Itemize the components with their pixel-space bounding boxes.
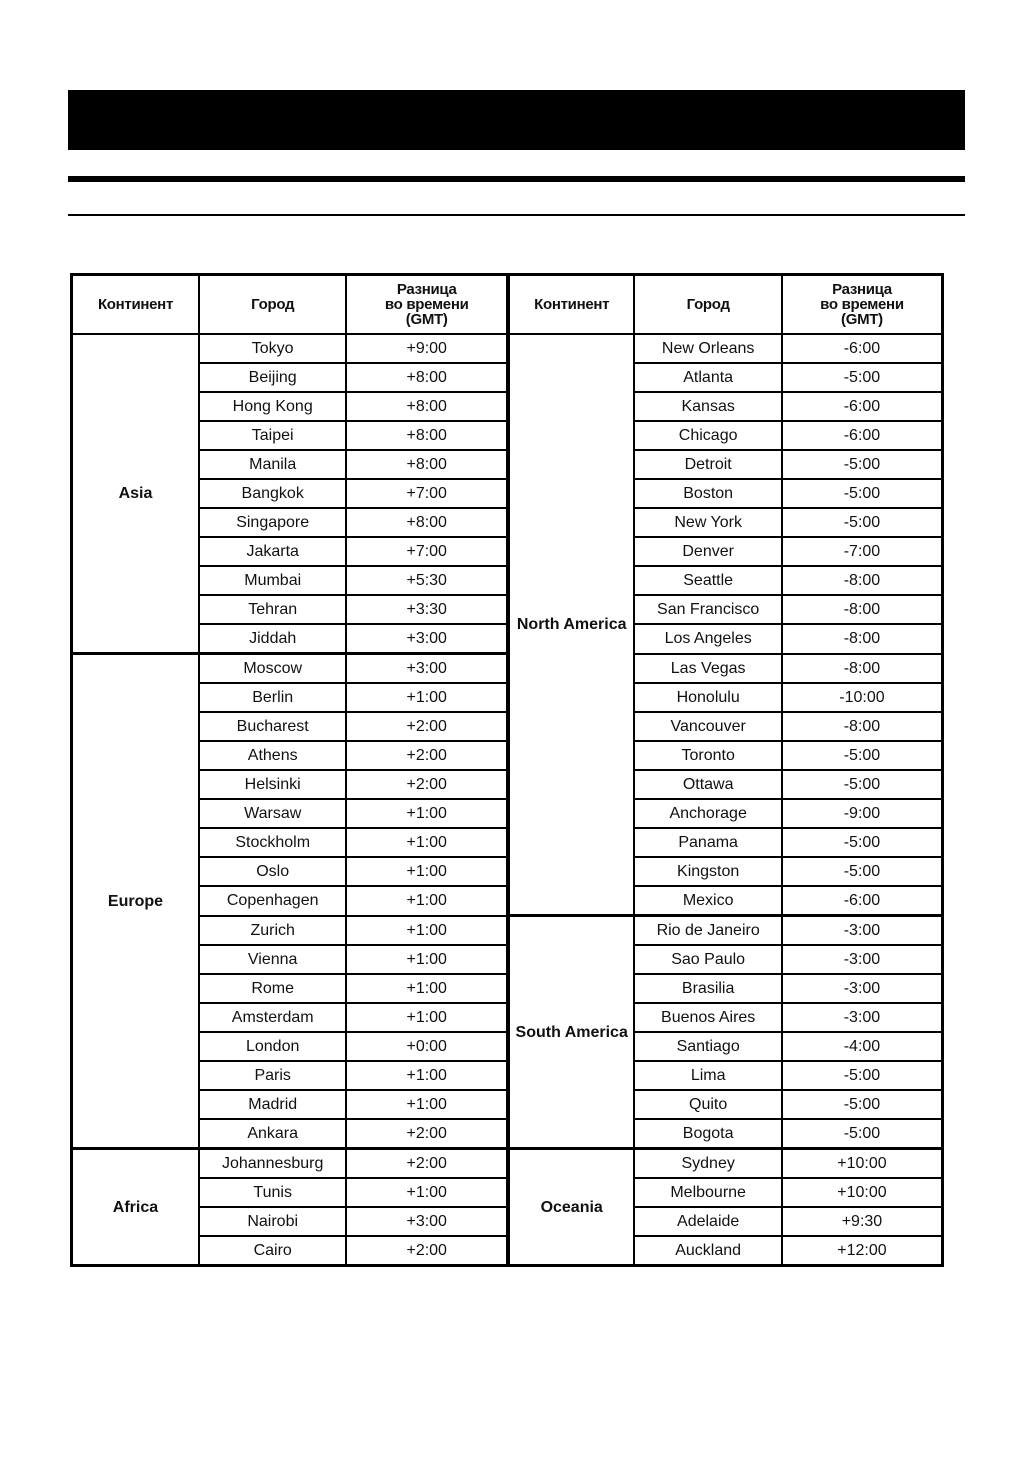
- city-cell: Sao Paulo: [634, 945, 782, 974]
- gmt-offset-cell: +8:00: [346, 363, 508, 392]
- gmt-offset-cell: +3:00: [346, 624, 508, 654]
- city-cell: Bogota: [634, 1119, 782, 1149]
- city-cell: Los Angeles: [634, 624, 782, 654]
- gmt-offset-cell: +5:30: [346, 566, 508, 595]
- table-row: [72, 450, 943, 479]
- table-row: [72, 479, 943, 508]
- city-cell: Panama: [634, 828, 782, 857]
- gmt-offset-cell: -5:00: [782, 1119, 943, 1149]
- header-diff-line3: (GMT): [841, 311, 883, 328]
- city-cell: Singapore: [199, 508, 347, 537]
- city-cell: Quito: [634, 1090, 782, 1119]
- gmt-offset-cell: -5:00: [782, 479, 943, 508]
- city-cell: Athens: [199, 741, 347, 770]
- table-row: [72, 624, 943, 654]
- gmt-offset-cell: +1:00: [346, 799, 508, 828]
- continent-cell: South America: [508, 916, 634, 1149]
- continent-cell: Asia: [72, 334, 199, 654]
- city-cell: Denver: [634, 537, 782, 566]
- table-row: [72, 974, 943, 1003]
- table-row: [72, 508, 943, 537]
- gmt-offset-cell: +10:00: [782, 1178, 943, 1207]
- table-row: [72, 1090, 943, 1119]
- gmt-offset-cell: +1:00: [346, 945, 508, 974]
- gmt-offset-cell: -5:00: [782, 508, 943, 537]
- gmt-offset-cell: -3:00: [782, 1003, 943, 1032]
- gmt-offset-cell: +8:00: [346, 392, 508, 421]
- gmt-offset-cell: +3:00: [346, 1207, 508, 1236]
- table-row: [72, 421, 943, 450]
- gmt-offset-cell: -8:00: [782, 624, 943, 654]
- header-continent-right: Континент: [508, 275, 634, 335]
- city-cell: New York: [634, 508, 782, 537]
- gmt-offset-cell: +2:00: [346, 1119, 508, 1149]
- gmt-offset-cell: -3:00: [782, 974, 943, 1003]
- city-cell: Las Vegas: [634, 654, 782, 684]
- header-time-diff-right: [782, 275, 943, 335]
- gmt-offset-cell: +1:00: [346, 916, 508, 946]
- table-row: [72, 916, 943, 946]
- gmt-offset-cell: +7:00: [346, 479, 508, 508]
- city-cell: Mexico: [634, 886, 782, 916]
- city-cell: Adelaide: [634, 1207, 782, 1236]
- thick-rule: [68, 176, 965, 182]
- gmt-offset-cell: -9:00: [782, 799, 943, 828]
- city-cell: Tokyo: [199, 334, 347, 363]
- table-row: [72, 1149, 943, 1179]
- table-row: [72, 857, 943, 886]
- table-row: [72, 1119, 943, 1149]
- gmt-offset-cell: +8:00: [346, 450, 508, 479]
- table-row: [72, 828, 943, 857]
- table-row: [72, 363, 943, 392]
- gmt-offset-cell: +2:00: [346, 770, 508, 799]
- gmt-offset-cell: +2:00: [346, 1236, 508, 1266]
- table-row: [72, 886, 943, 916]
- city-cell: Ankara: [199, 1119, 347, 1149]
- world-time-table: [70, 273, 944, 1267]
- gmt-offset-cell: +3:30: [346, 595, 508, 624]
- city-cell: Kansas: [634, 392, 782, 421]
- city-cell: London: [199, 1032, 347, 1061]
- header-diff-line1: Разница: [396, 281, 457, 298]
- gmt-offset-cell: +1:00: [346, 1178, 508, 1207]
- city-cell: Brasilia: [634, 974, 782, 1003]
- header-diff-line2: во времени: [820, 296, 904, 313]
- gmt-offset-cell: -3:00: [782, 916, 943, 946]
- header-city-left: Город: [199, 275, 347, 335]
- gmt-offset-cell: -8:00: [782, 712, 943, 741]
- city-cell: Auckland: [634, 1236, 782, 1266]
- table-header-row: [72, 275, 943, 335]
- gmt-offset-cell: -6:00: [782, 392, 943, 421]
- gmt-offset-cell: +8:00: [346, 421, 508, 450]
- city-cell: Vancouver: [634, 712, 782, 741]
- city-cell: Paris: [199, 1061, 347, 1090]
- table-row: [72, 334, 943, 363]
- gmt-offset-cell: -5:00: [782, 363, 943, 392]
- thin-rule: [68, 214, 965, 216]
- city-cell: Madrid: [199, 1090, 347, 1119]
- city-cell: Amsterdam: [199, 1003, 347, 1032]
- continent-cell: Oceania: [508, 1149, 634, 1266]
- city-cell: Chicago: [634, 421, 782, 450]
- table-row: [72, 683, 943, 712]
- table-row: [72, 1032, 943, 1061]
- gmt-offset-cell: -10:00: [782, 683, 943, 712]
- city-cell: Copenhagen: [199, 886, 347, 916]
- table-row: [72, 537, 943, 566]
- gmt-offset-cell: +10:00: [782, 1149, 943, 1179]
- city-cell: New Orleans: [634, 334, 782, 363]
- gmt-offset-cell: -8:00: [782, 654, 943, 684]
- city-cell: Stockholm: [199, 828, 347, 857]
- city-cell: Johannesburg: [199, 1149, 347, 1179]
- gmt-offset-cell: +1:00: [346, 1090, 508, 1119]
- header-city-right: Город: [634, 275, 782, 335]
- gmt-offset-cell: +1:00: [346, 1061, 508, 1090]
- city-cell: Bucharest: [199, 712, 347, 741]
- city-cell: Zurich: [199, 916, 347, 946]
- gmt-offset-cell: +1:00: [346, 828, 508, 857]
- header-time-diff-left: [346, 275, 508, 335]
- header-diff-line1: Разница: [832, 281, 892, 298]
- table-row: [72, 799, 943, 828]
- city-cell: Moscow: [199, 654, 347, 684]
- city-cell: Tehran: [199, 595, 347, 624]
- city-cell: Jiddah: [199, 624, 347, 654]
- city-cell: Lima: [634, 1061, 782, 1090]
- city-cell: Oslo: [199, 857, 347, 886]
- gmt-offset-cell: -4:00: [782, 1032, 943, 1061]
- city-cell: Cairo: [199, 1236, 347, 1266]
- gmt-offset-cell: +2:00: [346, 1149, 508, 1179]
- table-row: [72, 1207, 943, 1236]
- city-cell: Vienna: [199, 945, 347, 974]
- city-cell: Warsaw: [199, 799, 347, 828]
- header-diff-line2: во времени: [384, 296, 469, 313]
- city-cell: Beijing: [199, 363, 347, 392]
- city-cell: Honolulu: [634, 683, 782, 712]
- table-row: [72, 741, 943, 770]
- gmt-offset-cell: -5:00: [782, 770, 943, 799]
- city-cell: Atlanta: [634, 363, 782, 392]
- gmt-offset-cell: +12:00: [782, 1236, 943, 1266]
- gmt-offset-cell: +8:00: [346, 508, 508, 537]
- table-row: [72, 945, 943, 974]
- city-cell: Santiago: [634, 1032, 782, 1061]
- city-cell: San Francisco: [634, 595, 782, 624]
- table-row: [72, 566, 943, 595]
- gmt-offset-cell: -6:00: [782, 421, 943, 450]
- continent-cell: Africa: [72, 1149, 199, 1266]
- city-cell: Tunis: [199, 1178, 347, 1207]
- gmt-offset-cell: +9:30: [782, 1207, 943, 1236]
- city-cell: Anchorage: [634, 799, 782, 828]
- city-cell: Boston: [634, 479, 782, 508]
- gmt-offset-cell: +1:00: [346, 683, 508, 712]
- gmt-offset-cell: -5:00: [782, 1090, 943, 1119]
- gmt-offset-cell: +2:00: [346, 741, 508, 770]
- gmt-offset-cell: +9:00: [346, 334, 508, 363]
- city-cell: Toronto: [634, 741, 782, 770]
- gmt-offset-cell: -5:00: [782, 828, 943, 857]
- table-row: [72, 1236, 943, 1266]
- gmt-offset-cell: +1:00: [346, 857, 508, 886]
- city-cell: Mumbai: [199, 566, 347, 595]
- header-diff-line3: (GMT): [405, 311, 448, 328]
- city-cell: Rome: [199, 974, 347, 1003]
- gmt-offset-cell: -5:00: [782, 1061, 943, 1090]
- table-row: [72, 1061, 943, 1090]
- continent-cell: Europe: [72, 654, 199, 1149]
- continent-cell: North America: [508, 334, 634, 916]
- gmt-offset-cell: -6:00: [782, 886, 943, 916]
- gmt-offset-cell: -5:00: [782, 741, 943, 770]
- city-cell: Seattle: [634, 566, 782, 595]
- table-row: [72, 770, 943, 799]
- city-cell: Melbourne: [634, 1178, 782, 1207]
- city-cell: Detroit: [634, 450, 782, 479]
- table-row: [72, 1003, 943, 1032]
- table-row: [72, 1178, 943, 1207]
- table-row: [72, 712, 943, 741]
- table-row: [72, 595, 943, 624]
- city-cell: Hong Kong: [199, 392, 347, 421]
- city-cell: Bangkok: [199, 479, 347, 508]
- city-cell: Ottawa: [634, 770, 782, 799]
- city-cell: Jakarta: [199, 537, 347, 566]
- city-cell: Buenos Aires: [634, 1003, 782, 1032]
- table-row: [72, 654, 943, 684]
- city-cell: Berlin: [199, 683, 347, 712]
- gmt-offset-cell: -7:00: [782, 537, 943, 566]
- gmt-offset-cell: -6:00: [782, 334, 943, 363]
- gmt-offset-cell: +0:00: [346, 1032, 508, 1061]
- city-cell: Kingston: [634, 857, 782, 886]
- city-cell: Manila: [199, 450, 347, 479]
- gmt-offset-cell: +2:00: [346, 712, 508, 741]
- gmt-offset-cell: -3:00: [782, 945, 943, 974]
- header-continent-left: Континент: [72, 275, 199, 335]
- gmt-offset-cell: +1:00: [346, 886, 508, 916]
- city-cell: Sydney: [634, 1149, 782, 1179]
- gmt-offset-cell: -8:00: [782, 566, 943, 595]
- gmt-offset-cell: -8:00: [782, 595, 943, 624]
- gmt-offset-cell: +7:00: [346, 537, 508, 566]
- table-row: [72, 392, 943, 421]
- header-bar: [68, 90, 965, 150]
- gmt-offset-cell: -5:00: [782, 450, 943, 479]
- gmt-offset-cell: +1:00: [346, 1003, 508, 1032]
- gmt-offset-cell: +1:00: [346, 974, 508, 1003]
- city-cell: Taipei: [199, 421, 347, 450]
- gmt-offset-cell: +3:00: [346, 654, 508, 684]
- city-cell: Helsinki: [199, 770, 347, 799]
- gmt-offset-cell: -5:00: [782, 857, 943, 886]
- city-cell: Nairobi: [199, 1207, 347, 1236]
- city-cell: Rio de Janeiro: [634, 916, 782, 946]
